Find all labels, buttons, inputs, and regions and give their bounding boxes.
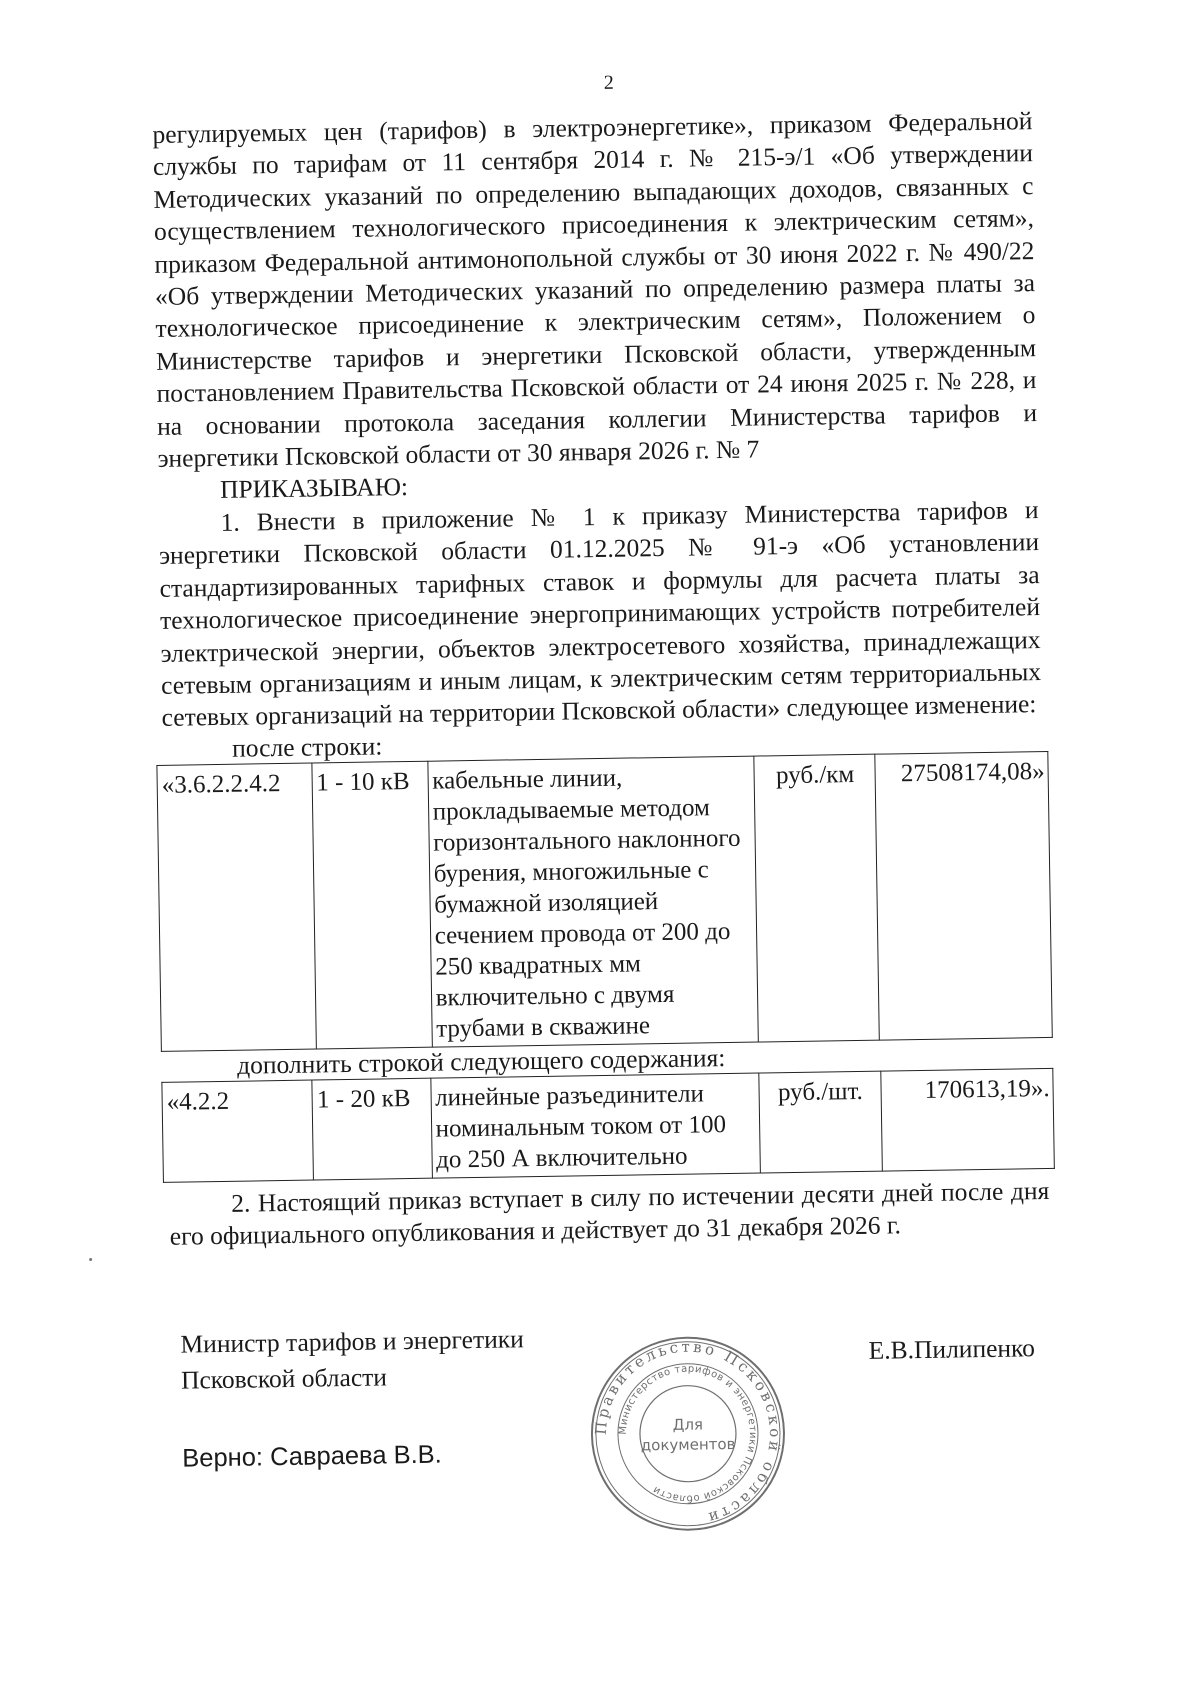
item-1-paragraph: 1. Внести в приложение № 1 к приказу Министерства тарифов и энергетики Псковской области 01.12.2025 № 91-э «Об установлении стандартизированных тарифных ставок и формулы для расчета платы за технологическое присоединение энергопринимающих устройств потребителей электрической энергии, объектов электросетевого хозяйства, принадлежащих сетевым организациям и иным лицам, к электрическим сетям территориальных сетевых организаций на территории Псковской области» следующее изменение: (158, 494, 1042, 733)
svg-text:Правительство Псковской област: Правительство Псковской области (591, 1337, 785, 1528)
item-2-paragraph: 2. Настоящий приказ вступает в силу по истечении десяти дней после дня его официального опубликования и действует до 31 декабря 2026 г. (169, 1175, 1050, 1251)
signer-title-line-1: Министр тарифов и энергетики (180, 1324, 525, 1359)
row-value-cell: 170613,19». (881, 1068, 1055, 1171)
official-seal-icon (586, 1332, 789, 1535)
verified-line: Верно: Савраева В.В. (182, 1440, 442, 1473)
after-row-label: после строки: (231, 731, 383, 763)
existing-row-table (156, 751, 1052, 1052)
signer-title (180, 1321, 524, 1398)
document-body (152, 105, 1050, 1253)
row-unit-cell: руб./км (754, 754, 879, 1042)
svg-text:документов: документов (640, 1434, 736, 1455)
row-description-cell: кабельные линии, прокладываемые методом горизонтального наклонного бурения, многожильные с бумажной изоляцией сечением провода от 200 до 250 квадратных мм включительно с двумя трубами в скважине (427, 756, 758, 1047)
new-row-table (161, 1068, 1054, 1183)
row-voltage-cell: 1 - 20 кВ (312, 1078, 432, 1180)
signer-title-line-2: Псковской области (180, 1362, 388, 1395)
row-voltage-cell: 1 - 10 кВ (311, 761, 432, 1049)
order-word: ПРИКАЗЫВАЮ: (219, 472, 409, 505)
row-code-cell: «3.6.2.2.4.2 (157, 763, 316, 1051)
intro-paragraph: регулируемых цен (тарифов) в электроэнергетике», приказом Федеральной службы по тарифам от 11 сентября 2014 г. № 215-э/1 «Об утверждении Методических указаний по определению выпадающих доходов, связанных с осуществлением технологического присоединения к электрическим сетям», приказом Федеральной антимонопольной службы от 30 июня 2022 г. № 490/22 «Об утверждении Методических указаний по определению размера платы за технологическое присоединение к электрическим сетям», Положением о Министерстве тарифов и энергетики Псковской области, утвержденным постановлением Правительства Псковской области от 24 июня 2025 г. № 228, и на основании протокола заседания коллегии Министерства тарифов и энергетики Псковской области от 30 января 2026 г. № 7 (152, 106, 1038, 473)
svg-text:Для: Для (672, 1415, 704, 1434)
svg-text:Министерство тарифов и энергет: Министерство тарифов и энергетики Псковской области (617, 1363, 759, 1504)
table-row (162, 1068, 1054, 1182)
signer-name: Е.В.Пилипенко (868, 1333, 1036, 1365)
row-code-cell: «4.2.2 (162, 1080, 314, 1182)
scan-speck (89, 1258, 92, 1261)
table-row (157, 751, 1052, 1051)
row-value-cell: 27508174,08» (874, 751, 1052, 1040)
row-description-cell: линейные разъединители номинальным током от 100 до 250 А включительно (430, 1073, 760, 1178)
row-unit-cell: руб./шт. (759, 1071, 882, 1173)
add-row-label: дополнить строкой следующего содержания: (236, 1042, 726, 1080)
page-number: 2 (603, 71, 614, 94)
